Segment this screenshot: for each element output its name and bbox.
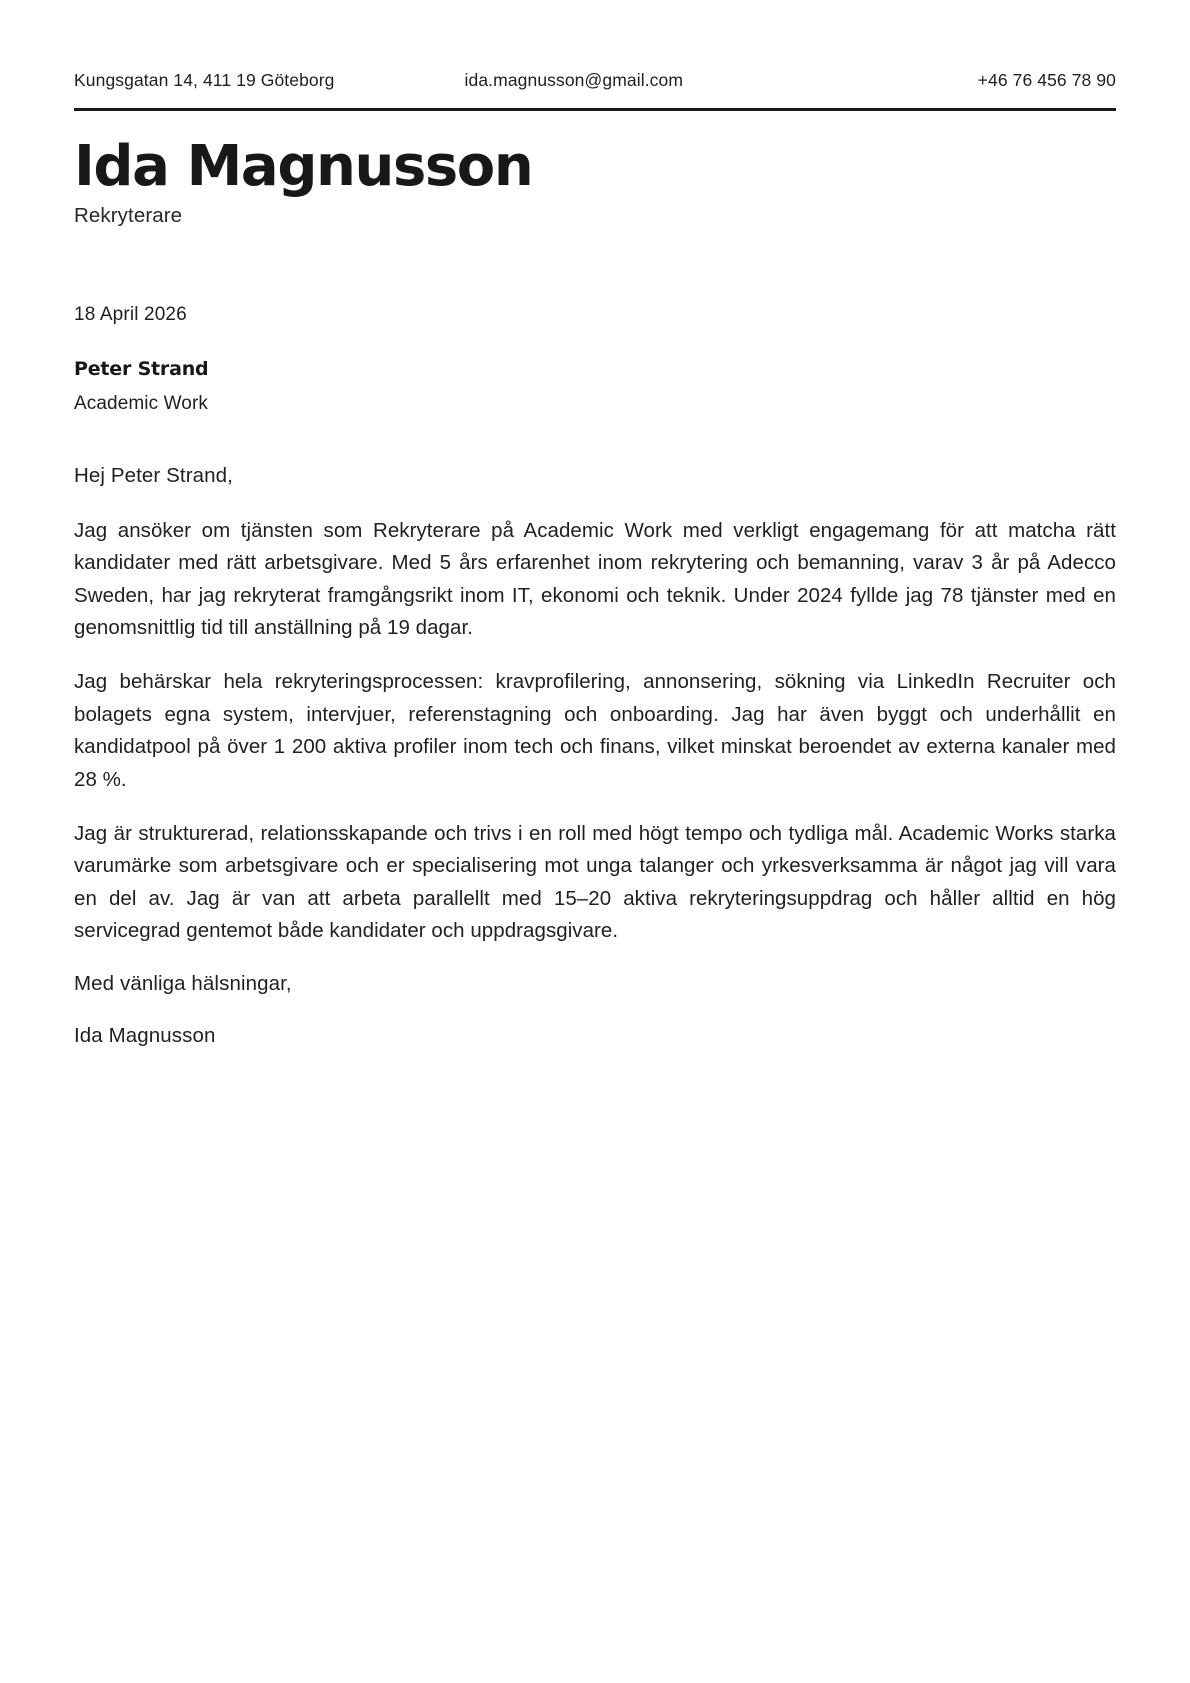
letter-paragraph: Jag behärskar hela rekryteringsprocessen: kravprofilering, annonsering, sökning via LinkedIn Recruiter och bolagets egna system, intervjuer, referenstagning och onboarding. Jag har även byggt och underhållit en kandidatpool på över 1 200 aktiva profiler inom tech och finans, vilket minskat beroendet av externa kanaler med 28 %.	[74, 670, 1116, 791]
letter-paragraph: Jag ansöker om tjänsten som Rekryterare på Academic Work med verkligt engagemang för att matcha rätt kandidater med rätt arbetsgivare. Med 5 års erfarenhet inom rekrytering och bemanning, varav 3 år på Adecco Sweden, har jag rekryterat framgångsrikt inom IT, ekonomi och teknik. Under 2024 fyllde jag 78 tjänster med en genomsnittlig tid till anställning på 19 dagar.	[74, 518, 1116, 640]
header-contact-row	[74, 70, 1116, 108]
letter-paragraph: Jag är strukturerad, relationsskapande och trivs i en roll med högt tempo och tydliga mål. Academic Works starka varumärke som arbetsgivare och er specialisering mot unga talanger och yrkesverksamma är något jag vill vara en del av. Jag är van att arbeta parallellt med 15–20 aktiva rekryteringsuppdrag och håller alltid en hög servicegrad gentemot både kandidater och uppdragsgivare.	[74, 821, 1116, 943]
identity-block	[74, 133, 1116, 228]
salutation: Hej Peter Strand,	[74, 463, 233, 487]
contact-phone: +46 76 456 78 90	[977, 70, 1116, 90]
letter-date: 18 April 2026	[74, 303, 187, 325]
contact-email: ida.magnusson@gmail.com	[464, 70, 684, 90]
closing-line: Med vänliga hälsningar,	[74, 972, 292, 996]
recipient-company: Academic Work	[74, 392, 208, 414]
recipient-name: Peter Strand	[74, 357, 209, 380]
signature-name: Ida Magnusson	[74, 1023, 216, 1047]
applicant-job-title: Rekryterare	[74, 203, 183, 227]
applicant-name: Ida Magnusson	[74, 133, 533, 199]
letter-meta-block	[74, 304, 1116, 415]
contact-address: Kungsgatan 14, 411 19 Göteborg	[74, 70, 335, 90]
letter-body	[74, 461, 1116, 1050]
header-divider	[74, 108, 1116, 111]
